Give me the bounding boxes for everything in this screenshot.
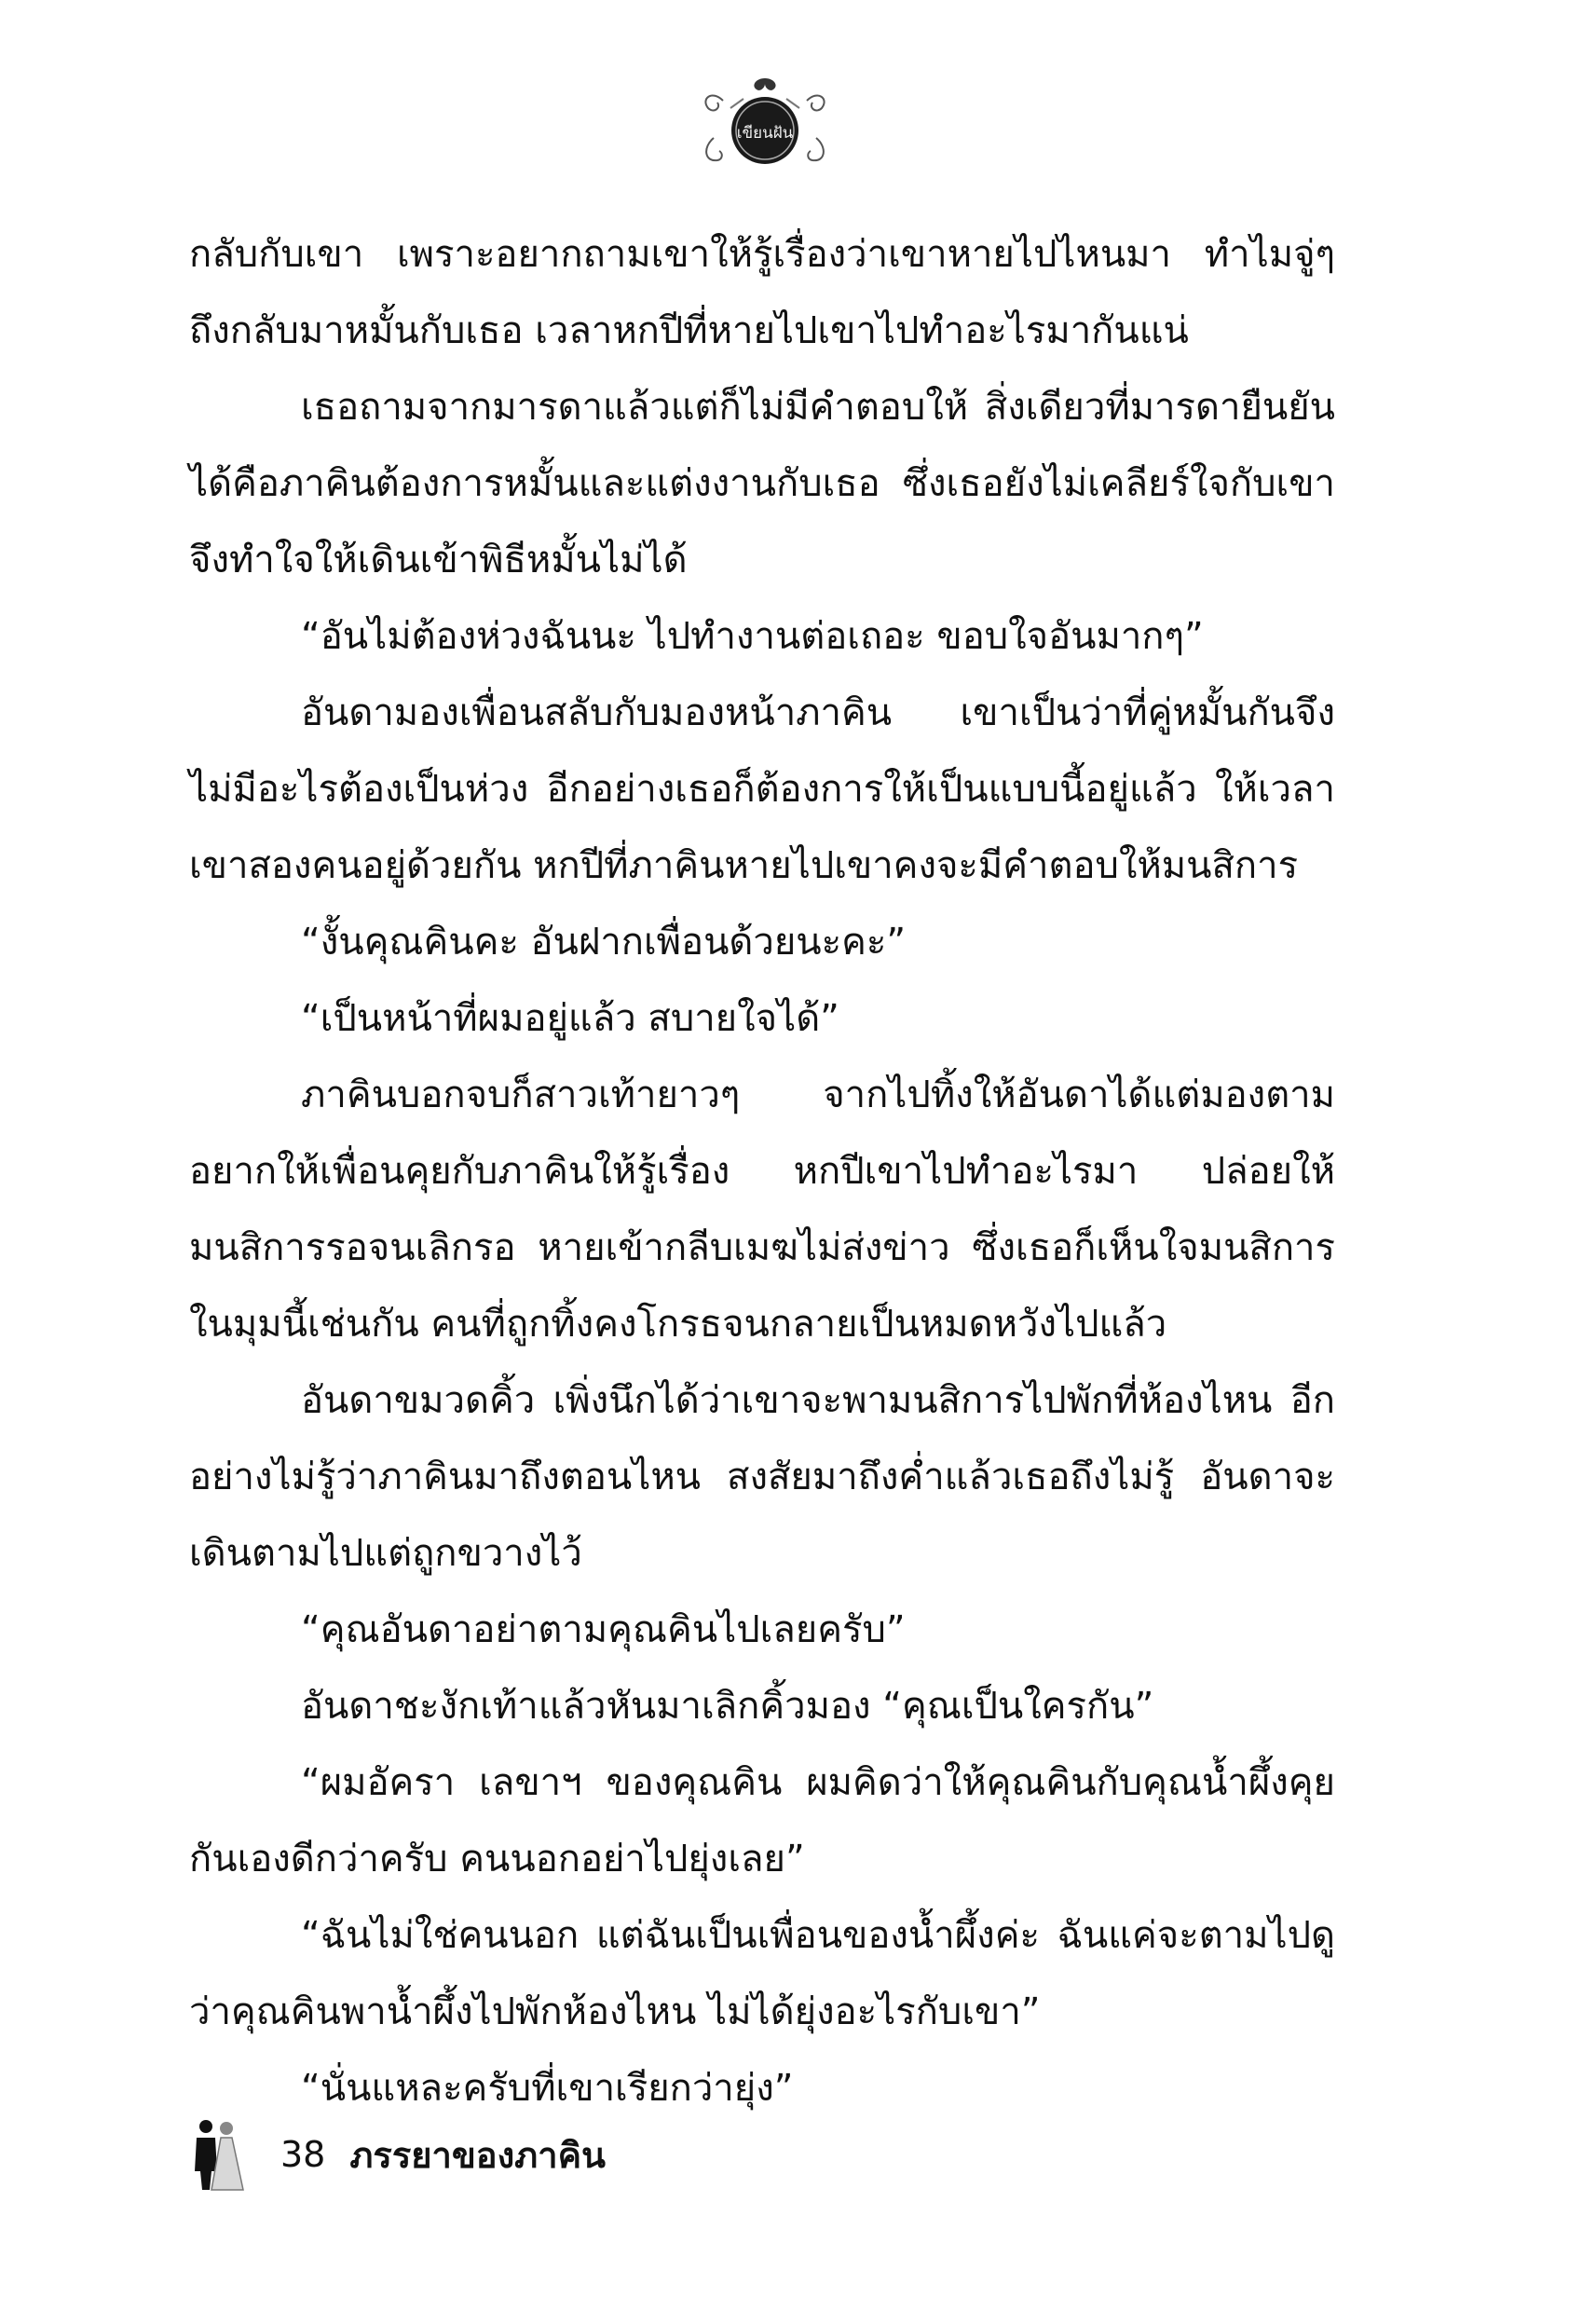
- book-title: ภรรยาของภาคิน: [349, 2134, 606, 2176]
- dialogue-paragraph: “งั้นคุณคินคะ อันฝากเพื่อนด้วยนะคะ”: [301, 921, 907, 964]
- dialogue-paragraph: “คุณอันดาอย่าตามคุณคินไปเลยครับ”: [301, 1608, 906, 1651]
- dialogue-paragraph: “ผมอัครา เลขาฯ ของคุณคิน ผมคิดว่าให้คุณคินกับคุณน้ำผึ้งคุยกันเองดีกว่าครับ คนนอกอย่าไปยุ่งเลย”: [189, 1761, 1335, 1880]
- dialogue-paragraph: “เป็นหน้าที่ผมอยู่แล้ว สบายใจได้”: [301, 997, 839, 1040]
- body-text: [189, 216, 1335, 2126]
- header-logo: [695, 73, 835, 175]
- dialogue-paragraph: “นั่นแหละครับที่เขาเรียกว่ายุ่ง”: [301, 2067, 794, 2110]
- logo-text: เขียนฝัน: [736, 124, 794, 143]
- paragraph: อันดามองเพื่อนสลับกับมองหน้าภาคิน เขาเป็นว่าที่คู่หมั้นกันจึงไม่มีอะไรต้องเป็นห่วง อีกอย่างเธอก็ต้องการให้เป็นแบบนี้อยู่แล้ว ให้เวลาเขาสองคนอยู่ด้วยกัน หกปีที่ภาคินหายไปเขาคงจะมีคำตอบให้มนสิการ: [189, 691, 1335, 887]
- paragraph: เธอถามจากมารดาแล้วแต่ก็ไม่มีคำตอบให้ สิ่งเดียวที่มารดายืนยันได้คือภาคินต้องการหมั้นและแต่งงานกับเธอ ซึ่งเธอยังไม่เคลียร์ใจกับเขา จึงทำใจให้เดินเข้าพิธีหมั้นไม่ได้: [189, 386, 1335, 581]
- paragraph: อันดาขมวดคิ้ว เพิ่งนึกได้ว่าเขาจะพามนสิการไปพักที่ห้องไหน อีกอย่างไม่รู้ว่าภาคินมาถึงตอนไหน สงสัยมาถึงค่ำแล้วเธอถึงไม่รู้ อันดาจะเดินตามไปแต่ถูกขวางไว้: [189, 1379, 1335, 1575]
- dialogue-paragraph: “ฉันไม่ใช่คนนอก แต่ฉันเป็นเพื่อนของน้ำผึ้งค่ะ ฉันแค่จะตามไปดูว่าคุณคินพาน้ำผึ้งไปพักห้องไหน ไม่ได้ยุ่งอะไรกับเขา”: [189, 1914, 1335, 2033]
- paragraph: อันดาชะงักเท้าแล้วหันมาเลิกคิ้วมอง “คุณเป็นใครกัน”: [301, 1685, 1154, 1728]
- page-footer: [189, 2117, 606, 2192]
- paragraph: กลับกับเขา เพราะอยากถามเขาให้รู้เรื่องว่าเขาหายไปไหนมา ทำไมจู่ๆ ถึงกลับมาหมั้นกับเธอ เวลาหกปีที่หายไปเขาไปทำอะไรมากันแน่: [189, 233, 1335, 352]
- dialogue-paragraph: “อันไม่ต้องห่วงฉันนะ ไปทำงานต่อเถอะ ขอบใจอันมากๆ”: [301, 615, 1204, 658]
- bride-and-groom-icon: [189, 2117, 245, 2192]
- ornamental-emblem-icon: [695, 73, 835, 175]
- paragraph: ภาคินบอกจบก็สาวเท้ายาวๆ จากไปทิ้งให้อันดาได้แต่มองตาม อยากให้เพื่อนคุยกับภาคินให้รู้เรื่อง หกปีเขาไปทำอะไรมา ปล่อยให้มนสิการรอจนเลิกรอ หายเข้ากลีบเมฆไม่ส่งข่าว ซึ่งเธอก็เห็นใจมนสิการในมุมนี้เช่นกัน คนที่ถูกทิ้งคงโกรธจนกลายเป็นหมดหวังไปแล้ว: [189, 1073, 1335, 1346]
- page-number: 38: [280, 2134, 326, 2175]
